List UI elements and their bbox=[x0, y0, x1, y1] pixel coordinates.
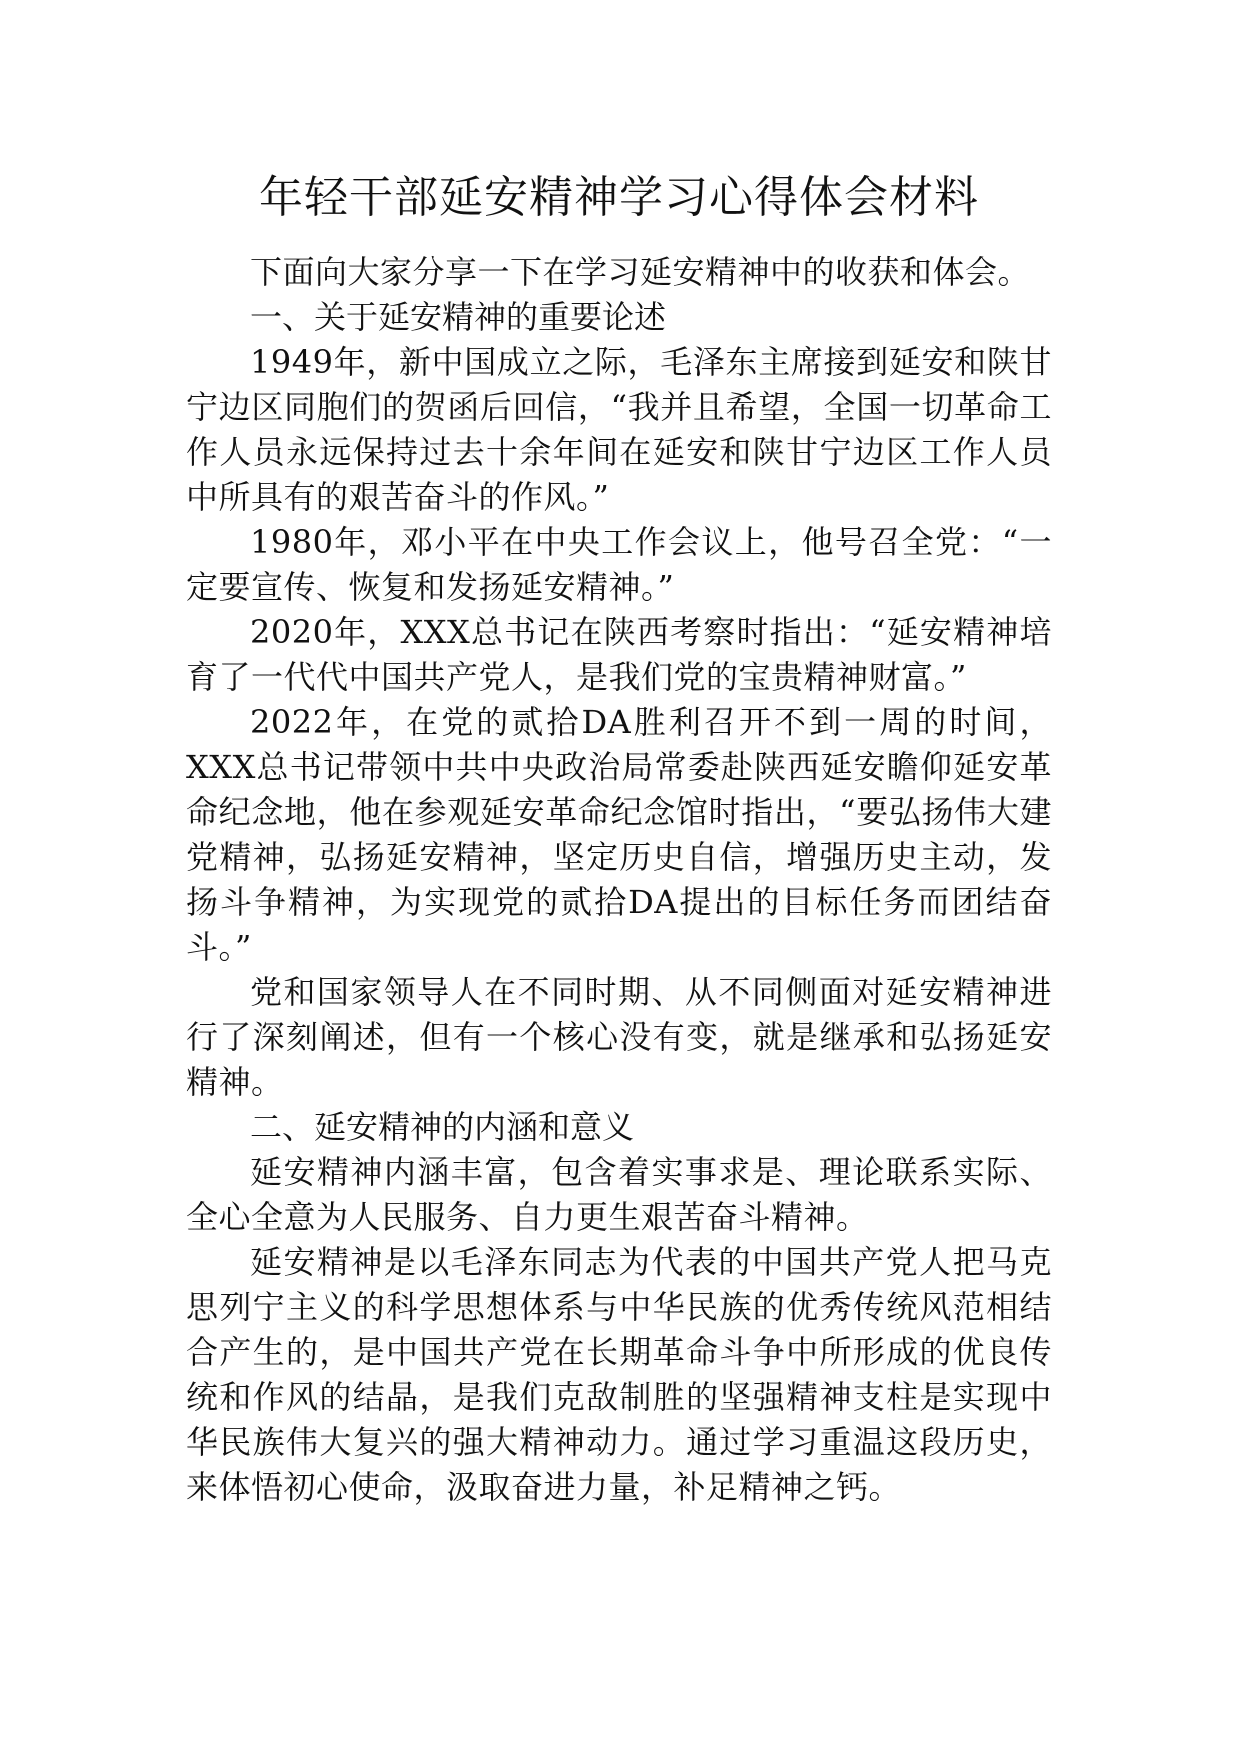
section-1-paragraph-1: 1949年，新中国成立之际，毛泽东主席接到延安和陕甘宁边区同胞们的贺函后回信，“我并且希望，全国一切革命工作人员永远保持过去十余年间在延安和陕甘宁边区工作人员中所具有的艰苦奋斗的作风。” bbox=[186, 343, 1052, 516]
section-2-heading: 二、延安精神的内涵和意义 bbox=[250, 1108, 635, 1146]
section-1-paragraph-4: 2022年，在党的贰拾DA胜利召开不到一周的时间，XXX总书记带领中共中央政治局常委赴陕西延安瞻仰延安革命纪念地，他在参观延安革命纪念馆时指出，“要弘扬伟大建党精神，弘扬延安精神，坚定历史自信，增强历史主动，发扬斗争精神，为实现党的贰拾DA提出的目标任务而团结奋斗。” bbox=[186, 703, 1052, 966]
document-title: 年轻干部延安精神学习心得体会材料 bbox=[259, 172, 979, 223]
document-page bbox=[186, 168, 1052, 1510]
section-2-paragraph-1: 延安精神内涵丰富，包含着实事求是、理论联系实际、全心全意为人民服务、自力更生艰苦奋斗精神。 bbox=[186, 1153, 1052, 1236]
section-1-heading: 一、关于延安精神的重要论述 bbox=[250, 298, 667, 336]
section-1-paragraph-5: 党和国家领导人在不同时期、从不同侧面对延安精神进行了深刻阐述，但有一个核心没有变，就是继承和弘扬延安精神。 bbox=[186, 973, 1052, 1101]
section-1-paragraph-2: 1980年，邓小平在中央工作会议上，他号召全党：“一定要宣传、恢复和发扬延安精神。” bbox=[186, 523, 1052, 606]
intro-paragraph: 下面向大家分享一下在学习延安精神中的收获和体会。 bbox=[250, 253, 1031, 291]
section-1-paragraph-3: 2020年，XXX总书记在陕西考察时指出：“延安精神培育了一代代中国共产党人，是我们党的宝贵精神财富。” bbox=[186, 613, 1052, 696]
section-2-paragraph-2: 延安精神是以毛泽东同志为代表的中国共产党人把马克思列宁主义的科学思想体系与中华民族的优秀传统风范相结合产生的，是中国共产党在长期革命斗争中所形成的优良传统和作风的结晶，是我们克敌制胜的坚强精神支柱是实现中华民族伟大复兴的强大精神动力。通过学习重温这段历史，来体悟初心使命，汲取奋进力量，补足精神之钙。 bbox=[186, 1243, 1052, 1506]
